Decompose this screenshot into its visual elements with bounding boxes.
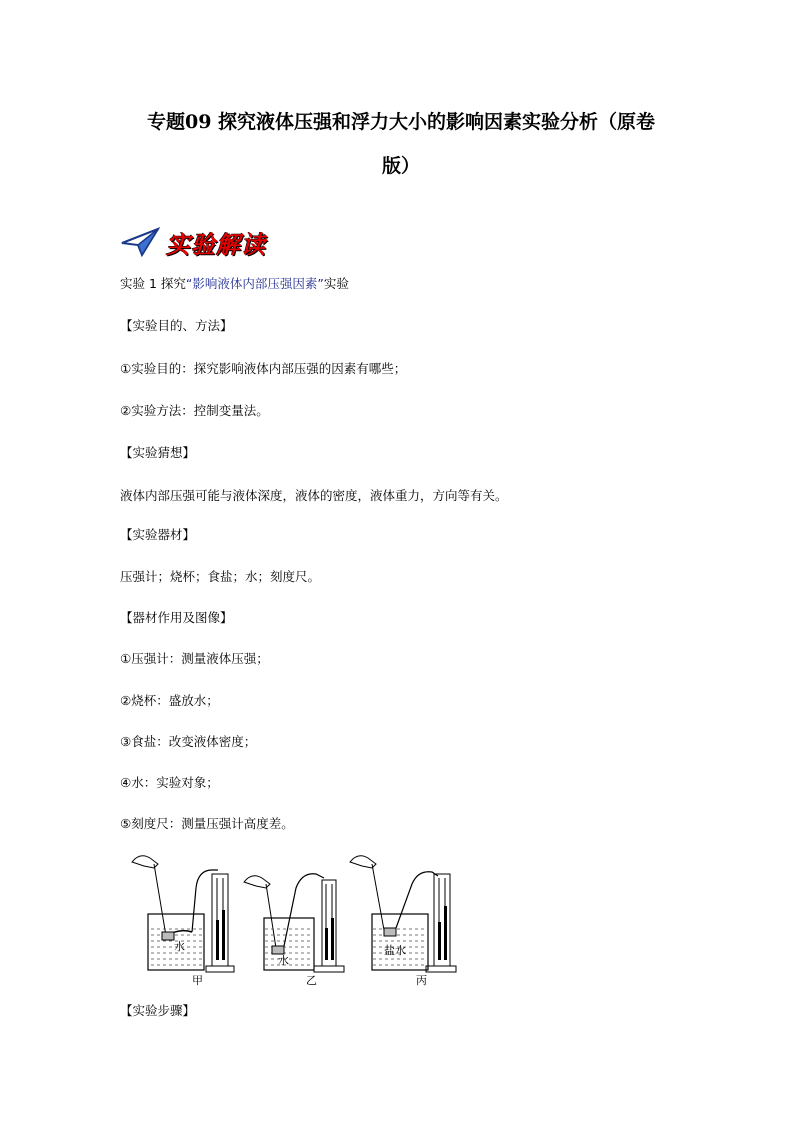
- experiment-prefix: 实验 1 探究: [120, 276, 186, 291]
- role-item: ③食盐：改变液体密度；: [120, 734, 257, 749]
- liquid-label: 水: [278, 954, 289, 967]
- section-banner: [120, 222, 266, 262]
- paper-plane-icon: [120, 227, 160, 257]
- purpose-item-1: ①实验目的：探究影响液体内部压强的因素有哪些；: [120, 361, 407, 376]
- role-item: ⑤刻度尺：测量压强计高度差。: [120, 816, 294, 831]
- panel-caption: 丙: [416, 974, 427, 987]
- liquid-label: 水: [174, 940, 185, 953]
- panel-caption: 甲: [192, 974, 203, 987]
- equipment-text: 压强计；烧杯；食盐；水；刻度尺。: [120, 569, 321, 584]
- title-line-2: 版）: [381, 155, 420, 177]
- banner-title: 实验解读: [166, 229, 266, 259]
- purpose-item-2: ②实验方法：控制变量法。: [120, 403, 269, 418]
- apparatus-panel-3: [350, 856, 456, 987]
- roles-heading: 【器材作用及图像】: [120, 610, 233, 625]
- liquid-label: 盐水: [384, 944, 406, 957]
- steps-heading: 【实验步骤】: [120, 1003, 196, 1018]
- title-line-1: 专题09 探究液体压强和浮力大小的影响因素实验分析（原卷: [146, 111, 656, 133]
- role-item: ①压强计：测量液体压强；: [120, 651, 269, 666]
- experiment-suffix: 实验: [323, 276, 349, 291]
- role-item: ④水：实验对象；: [120, 775, 219, 790]
- apparatus-panel-2: [244, 874, 344, 987]
- panel-caption: 乙: [306, 974, 317, 987]
- experiment-name: “影响液体内部压强因素”: [185, 276, 324, 291]
- apparatus-figure: [126, 848, 466, 988]
- apparatus-panel-1: [132, 856, 234, 987]
- page-title: [118, 100, 684, 188]
- experiment-title: [120, 276, 349, 292]
- hypothesis-heading: 【实验猜想】: [120, 445, 196, 460]
- role-item: ②烧杯：盛放水；: [120, 693, 219, 708]
- hypothesis-text: 液体内部压强可能与液体深度，液体的密度，液体重力，方向等有关。: [120, 488, 508, 503]
- equipment-heading: 【实验器材】: [120, 527, 196, 542]
- purpose-heading: 【实验目的、方法】: [120, 318, 233, 333]
